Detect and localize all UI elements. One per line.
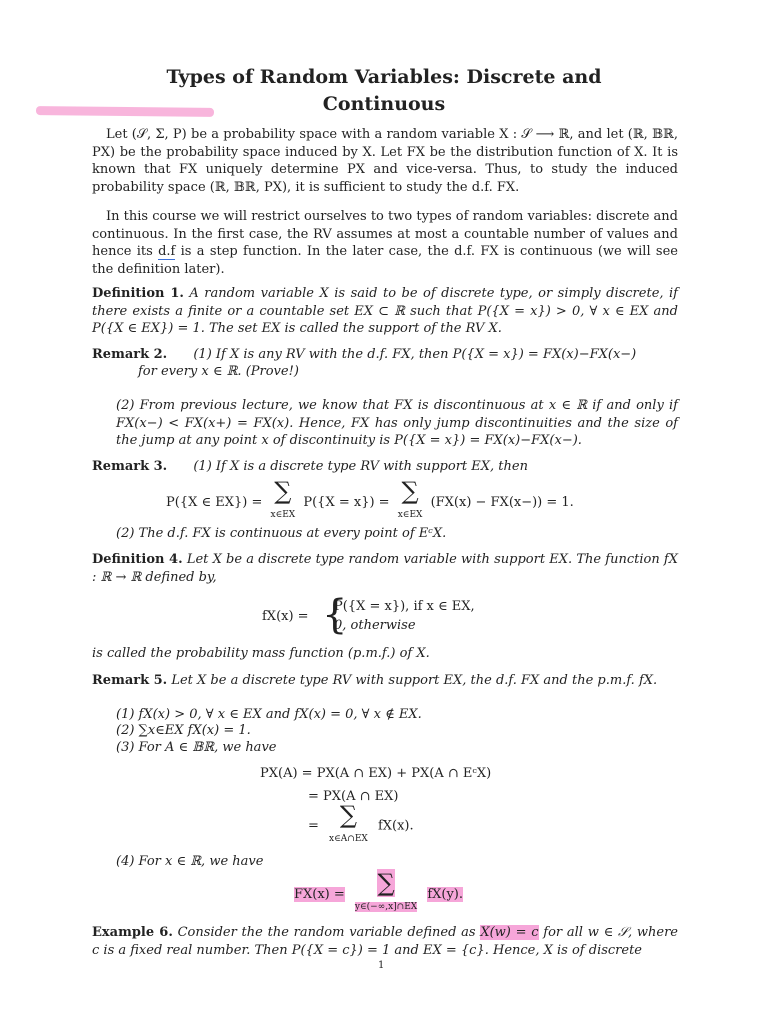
example-6-heading: Example 6. [92, 925, 173, 940]
remark-2 [92, 346, 678, 364]
example-6-body-b: for all w ∈ 𝒮, where c is a fixed real number. Then P({X = c}) = 1 and EX = {c}. Hence, X is of discrete [92, 925, 679, 958]
remark-5-heading: Remark 5. [92, 673, 168, 688]
sum-symbol: ∑ [274, 477, 292, 505]
remark-5-eq-4 [294, 869, 464, 915]
remark-3-item-2: (2) The d.f. FX is continuous at every point of EᶜX. [116, 526, 447, 541]
definition-4 [92, 551, 678, 586]
intro-paragraph: Let (𝒮, Σ, P) be a probability space with a random variable X : 𝒮 ⟶ ℝ, and let (ℝ, 𝔹ℝ, PX) be the probability space induced by X. Let FX be the distribution function of X. It is known that FX uniquely determine PX and vice-versa. Thus, to study the induced probability space (ℝ, 𝔹ℝ, PX), it is sufficient to study the d.f. FX. [92, 127, 678, 195]
rem3-eq-part-b: P({X = x}) = [303, 495, 390, 510]
definition-4-body: Let X be a discrete type random variable with support EX. The function fX : ℝ → ℝ defined by, [92, 552, 678, 585]
sum-symbol: ∑ [339, 801, 357, 829]
p2-text-b: is a step function. In the later case, the d.f. FX is continuous (we will see the definition later). [92, 244, 678, 277]
example-6-highlight: X(w) = c [480, 925, 539, 940]
sum-symbol: ∑ [401, 477, 419, 505]
rem5-eq4-lhs: FX(x) = [294, 886, 345, 902]
definition-4-heading: Definition 4. [92, 552, 183, 567]
remark-3-heading: Remark 3. [92, 459, 168, 474]
example-6 [92, 924, 678, 959]
remark-3 [92, 458, 678, 476]
rem5-eq4-sum [354, 869, 418, 915]
highlighter-mark [36, 106, 214, 117]
page-number: 1 [378, 960, 385, 971]
rem3-sum-1 [270, 477, 296, 523]
rem5-eq3-equals: = [308, 818, 319, 834]
remark-5 [92, 672, 678, 690]
remark-2-item-1: (1) If X is any RV with the d.f. FX, then P({X = x}) = FX(x)−FX(x−) [193, 347, 637, 362]
definition-1-body: A random variable X is said to be of discrete type, or simply discrete, if there exists a finite or a countable set EX ⊂ ℝ such that P({X = x}) > 0, ∀ x ∈ EX and P({X ∈ EX}) = 1. The set EX is called the support of the RV X. [92, 286, 678, 336]
definition-1 [92, 285, 678, 338]
pmf-lhs: fX(x) = [262, 609, 309, 624]
second-paragraph [92, 208, 678, 278]
rem3-eq-part-c: (FX(x) − FX(x−)) = 1. [430, 495, 574, 510]
pmf-case-1: P({X = x}), if x ∈ EX, [334, 599, 475, 614]
remark-5-item-1: (1) fX(x) > 0, ∀ x ∈ EX and fX(x) = 0, ∀ x ∉ EX. [116, 707, 422, 722]
rem3-sum-2 [397, 477, 423, 523]
remark-5-eq-line-1: PX(A) = PX(A ∩ EX) + PX(A ∩ EᶜX) [260, 766, 492, 781]
pmf-case-2: 0, otherwise [334, 618, 416, 633]
rem3-sum-1-sub: x∈EX [270, 510, 296, 520]
remark-5-item-3: (3) For A ∈ 𝔹ℝ, we have [116, 740, 277, 755]
rem5-eq4-term: fX(y). [427, 886, 464, 902]
remark-5-item-4: (4) For x ∈ ℝ, we have [116, 854, 264, 869]
remark-2-heading: Remark 2. [92, 347, 168, 362]
sum-symbol: ∑ [377, 869, 395, 897]
df-underlined: d.f [158, 244, 176, 259]
definition-4-tail: is called the probability mass function (p.m.f.) of X. [92, 646, 430, 661]
remark-5-item-2: (2) ∑x∈EX fX(x) = 1. [116, 723, 251, 738]
remark-3-item-1: (1) If X is a discrete type RV with support EX, then [193, 459, 528, 474]
page-title: Types of Random Variables: Discrete and Continuous [166, 66, 602, 115]
example-6-body-a: Consider the the random variable defined as [177, 925, 481, 940]
rem3-eq-part-a: P({X ∈ EX}) = [166, 495, 263, 510]
definition-1-heading: Definition 1. [92, 286, 184, 301]
remark-5-eq-line-3 [308, 801, 414, 847]
remark-5-body: Let X be a discrete type RV with support EX, the d.f. FX and the p.m.f. fX. [171, 673, 658, 688]
left-brace-icon: { [322, 592, 348, 638]
remark-3-equation [166, 477, 574, 523]
rem5-sum-sub: x∈A∩EX [329, 834, 368, 844]
remark-5-eq-line-2: = PX(A ∩ EX) [308, 789, 399, 804]
rem5-eq3-term: fX(x). [377, 818, 414, 834]
p2-text-a: In this course we will restrict ourselves to two types of random variables: discrete and continuous. In the first case, the RV assumes at most a countable number of values and hence its [92, 209, 678, 259]
rem5-eq4-sum-sub: y∈(−∞,x]∩EX [354, 902, 418, 912]
remark-2-item-2: (2) From previous lecture, we know that FX is discontinuous at x ∈ ℝ if and only if FX(x−) < FX(x+) = FX(x). Hence, FX has only jump discontinuities and the size of the jump at any point x of discontinuity is P({X = x}) = FX(x)−FX(x−). [116, 398, 678, 448]
remark-2-item-1-cont: for every x ∈ ℝ. (Prove!) [138, 364, 299, 379]
rem3-sum-2-sub: x∈EX [397, 510, 423, 520]
rem5-sum [329, 801, 368, 847]
